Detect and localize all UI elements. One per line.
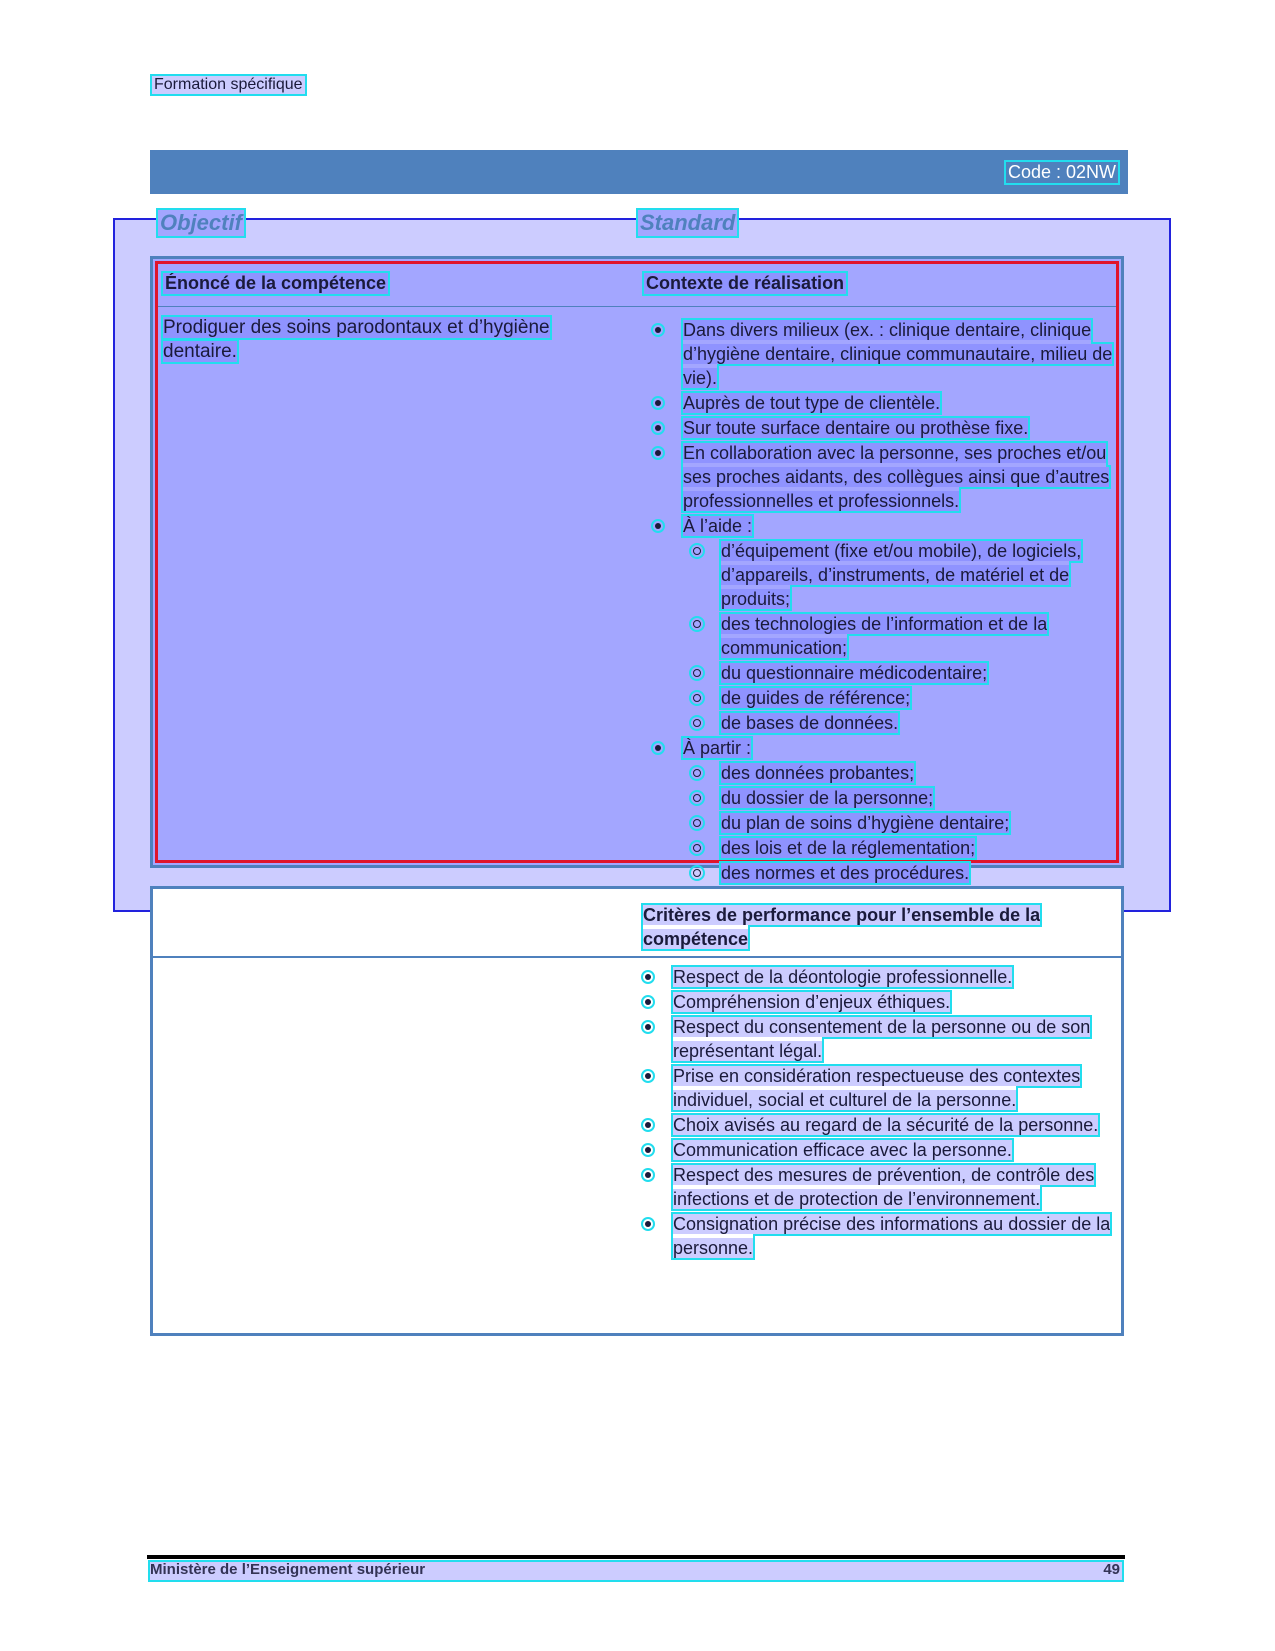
statement-line: Prodiguer des soins parodontaux et d’hygiène bbox=[163, 317, 550, 338]
context-item-text: des normes et des procédures. bbox=[721, 863, 970, 883]
context-header: Contexte de réalisation bbox=[646, 273, 845, 293]
competency-code: Code : 02NW bbox=[1007, 162, 1116, 182]
circle-bullet-icon bbox=[693, 844, 701, 852]
footer-rule bbox=[147, 1555, 1125, 1559]
criteria-item bbox=[643, 965, 1113, 989]
bullet-icon bbox=[655, 523, 661, 529]
competency-table-highlight bbox=[155, 261, 1119, 883]
context-item bbox=[653, 391, 1113, 415]
criteria-item-text: Choix avisés au regard de la sécurité de la personne. bbox=[673, 1115, 1099, 1135]
running-header: Formation spécifique bbox=[154, 76, 303, 93]
circle-bullet-icon bbox=[693, 869, 701, 877]
context-subitem bbox=[653, 711, 1113, 735]
context-item-text: des lois et de la réglementation; bbox=[721, 838, 976, 858]
context-subitem bbox=[653, 861, 1113, 885]
bullet-icon bbox=[645, 1221, 651, 1227]
bullet-icon bbox=[645, 1024, 651, 1030]
criteria-list bbox=[643, 965, 1113, 1261]
criteria-item bbox=[643, 1113, 1113, 1137]
context-subitem bbox=[653, 761, 1113, 785]
criteria-item-text: Respect des mesures de prévention, de contrôle des infections et de protection de l’environnement. bbox=[673, 1165, 1095, 1209]
context-item-text: d’équipement (fixe et/ou mobile), de logiciels, d’appareils, d’instruments, de matériel et de produits; bbox=[721, 541, 1082, 609]
context-item bbox=[653, 318, 1113, 390]
criteria-item bbox=[643, 1138, 1113, 1162]
context-subitem bbox=[653, 786, 1113, 810]
circle-bullet-icon bbox=[693, 669, 701, 677]
circle-bullet-icon bbox=[693, 620, 701, 628]
bullet-icon bbox=[645, 974, 651, 980]
circle-bullet-icon bbox=[693, 819, 701, 827]
context-item-text: Dans divers milieux (ex. : clinique dentaire, clinique d’hygiène dentaire, clinique communautaire, milieu de vie). bbox=[683, 320, 1113, 388]
circle-bullet-icon bbox=[693, 719, 701, 727]
context-item-text: À l’aide : bbox=[683, 516, 753, 536]
context-item-text: À partir : bbox=[683, 738, 752, 758]
table-divider bbox=[158, 306, 1116, 307]
criteria-item-text: Respect du consentement de la personne ou de son représentant légal. bbox=[673, 1017, 1091, 1061]
context-subitem bbox=[653, 612, 1113, 660]
criteria-item bbox=[643, 1015, 1113, 1063]
competency-table bbox=[150, 256, 1124, 883]
context-item bbox=[653, 416, 1113, 440]
context-item-text: du plan de soins d’hygiène dentaire; bbox=[721, 813, 1010, 833]
context-item-text: de guides de référence; bbox=[721, 688, 911, 708]
criteria-item bbox=[643, 1064, 1113, 1112]
criteria-item bbox=[643, 1163, 1113, 1211]
bullet-icon bbox=[655, 400, 661, 406]
table-divider bbox=[153, 956, 1121, 958]
statement-header: Énoncé de la compétence bbox=[165, 273, 387, 293]
context-subitem bbox=[653, 836, 1113, 860]
context-subitem bbox=[653, 686, 1113, 710]
context-subitem bbox=[653, 661, 1113, 685]
bullet-icon bbox=[645, 1122, 651, 1128]
circle-bullet-icon bbox=[693, 547, 701, 555]
criteria-item-text: Respect de la déontologie professionnelle. bbox=[673, 967, 1013, 987]
circle-bullet-icon bbox=[693, 794, 701, 802]
bullet-icon bbox=[645, 1147, 651, 1153]
footer-ministry: Ministère de l’Enseignement supérieur bbox=[150, 1561, 426, 1578]
criteria-header bbox=[643, 903, 1113, 951]
bullet-icon bbox=[645, 999, 651, 1005]
bullet-icon bbox=[645, 1172, 651, 1178]
bullet-icon bbox=[655, 425, 661, 431]
context-item-text: du dossier de la personne; bbox=[721, 788, 934, 808]
bullet-icon bbox=[645, 1073, 651, 1079]
criteria-table bbox=[150, 886, 1124, 1336]
context-subitem bbox=[653, 811, 1113, 835]
context-item-text: des technologies de l’information et de la communication; bbox=[721, 614, 1048, 658]
standard-title: Standard bbox=[640, 210, 736, 235]
context-item-text: des données probantes; bbox=[721, 763, 915, 783]
criteria-item-text: Communication efficace avec la personne. bbox=[673, 1140, 1012, 1160]
criteria-item bbox=[643, 990, 1113, 1014]
circle-bullet-icon bbox=[693, 769, 701, 777]
criteria-item bbox=[643, 1212, 1113, 1260]
bullet-icon bbox=[655, 450, 661, 456]
circle-bullet-icon bbox=[693, 694, 701, 702]
context-item-text: de bases de données. bbox=[721, 713, 899, 733]
context-item-text: Auprès de tout type de clientèle. bbox=[683, 393, 941, 413]
context-item bbox=[653, 441, 1113, 513]
bullet-icon bbox=[655, 327, 661, 333]
context-item bbox=[653, 514, 1113, 538]
context-item-text: En collaboration avec la personne, ses proches et/ou ses proches aidants, des collègues ainsi que d’autres professionnelles et professionnels. bbox=[683, 443, 1110, 511]
criteria-item-text: Consignation précise des informations au dossier de la personne. bbox=[673, 1214, 1111, 1258]
page-number: 49 bbox=[1103, 1561, 1120, 1578]
context-item-text: Sur toute surface dentaire ou prothèse fixe. bbox=[683, 418, 1029, 438]
context-item-text: du questionnaire médicodentaire; bbox=[721, 663, 988, 683]
context-item bbox=[653, 736, 1113, 760]
competency-statement bbox=[163, 316, 653, 364]
context-list bbox=[653, 318, 1113, 886]
statement-line: dentaire. bbox=[163, 341, 237, 362]
objectif-title: Objectif bbox=[160, 210, 242, 235]
criteria-item-text: Prise en considération respectueuse des contextes individuel, social et culturel de la personne. bbox=[673, 1066, 1081, 1110]
criteria-item-text: Compréhension d’enjeux éthiques. bbox=[673, 992, 951, 1012]
criteria-header-text: Critères de performance pour l’ensemble de la compétence bbox=[643, 905, 1041, 949]
bullet-icon bbox=[655, 745, 661, 751]
code-banner bbox=[150, 150, 1128, 194]
context-subitem bbox=[653, 539, 1113, 611]
